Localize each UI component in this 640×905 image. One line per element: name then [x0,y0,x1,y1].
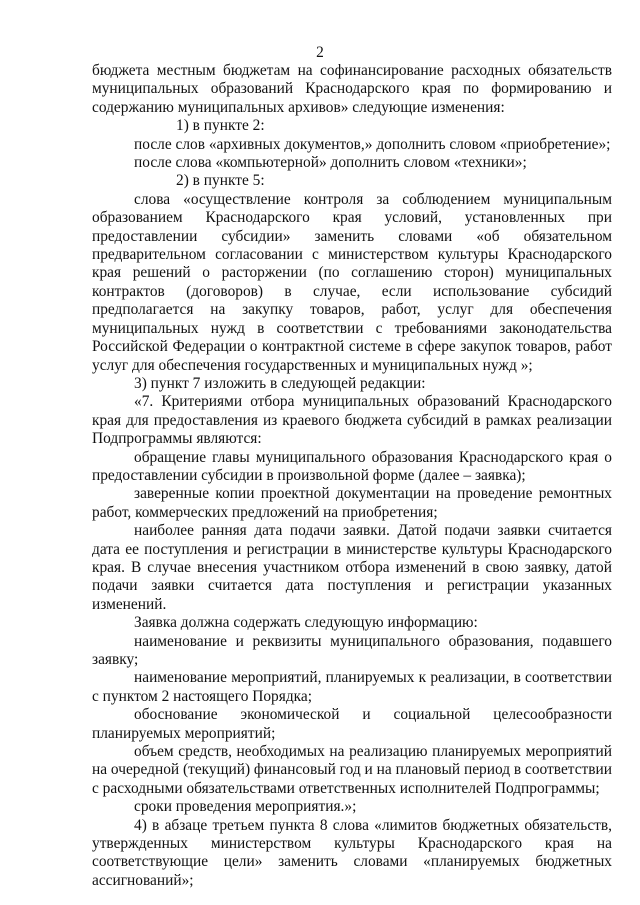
paragraph-criteria-3: наиболее ранняя дата подачи заявки. Датой подачи заявки считается дата ее поступления и регистрации в министерстве культуры Краснодарского края. В случае внесения участником отбора изменений в свою заявку, датой подачи заявки считается дата поступления и регистрации указанных изменений. [92,522,612,613]
paragraph-intro: бюджета местным бюджетам на софинансирование расходных обязательств муниципальных образований Краснодарского края по формированию и содержанию муниципальных архивов» следующие изменения: [92,62,612,116]
paragraph-application: Заявка должна содержать следующую информацию: [134,614,478,632]
page-number: 2 [316,44,324,61]
paragraph-criteria-2: заверенные копии проектной документации на проведение ремонтных работ, коммерческих предложений на приобретения; [92,485,612,521]
paragraph-application-1: наименование и реквизиты муниципального образования, подавшего заявку; [92,632,612,668]
paragraph-item-2: 2) в пункте 5: [176,172,265,190]
paragraph-application-3: обоснование экономической и социальной целесообразности планируемых мероприятий; [92,706,612,742]
paragraph-item-3: 3) пункт 7 изложить в следующей редакции: [134,374,426,392]
paragraph-item-4: 4) в абзаце третьем пункта 8 слова «лимитов бюджетных обязательств, утвержденных министерством культуры Краснодарского края на соответствующие цели» заменить словами «планируемых бюджетных ассигнований»; [92,816,612,889]
paragraph-application-5: сроки проведения мероприятия.»; [134,798,357,816]
paragraph-item-1-a: после слов «архивных документов,» дополнить словом «приобретение»; [134,135,611,153]
paragraph-criteria-1: обращение главы муниципального образования Краснодарского края о предоставлении субсидии в произвольной форме (далее – заявка); [92,448,612,484]
paragraph-criteria: «7. Критериями отбора муниципальных образований Краснодарского края для предоставления из краевого бюджета субсидий в рамках реализации Подпрограммы являются: [92,393,612,448]
paragraph-application-2: наименование мероприятий, планируемых к реализации, в соответствии с пунктом 2 настоящего Порядка; [92,669,612,705]
document-body [92,62,612,890]
paragraph-item-1: 1) в пункте 2: [176,117,265,135]
paragraph-item-1-b: после слова «компьютерной» дополнить словом «техники»; [134,154,527,172]
paragraph-application-4: объем средств, необходимых на реализацию планируемых мероприятий на очередной (текущий) финансовый год и на плановый период в соответствии с расходными обязательствами ответственных исполнителей Подпрограммы; [92,743,612,797]
paragraph-item-2-text: слова «осуществление контроля за соблюдением муниципальным образованием Краснодарского края условий, установленных при предоставлении субсидии» заменить словами «об обязательном предварительном согласовании с министерством культуры Краснодарского края решений о расторжении (по соглашению сторон) муниципальных контрактов (договоров) в случае, если использование субсидий предполагается на закупку товаров, работ, услуг для обеспечения муниципальных нужд в соответствии с требованиями законодательства Российской Федерации о контрактной системе в сфере закупок товаров, работ услуг для обеспечения государственных и муниципальных нужд »; [92,190,612,374]
